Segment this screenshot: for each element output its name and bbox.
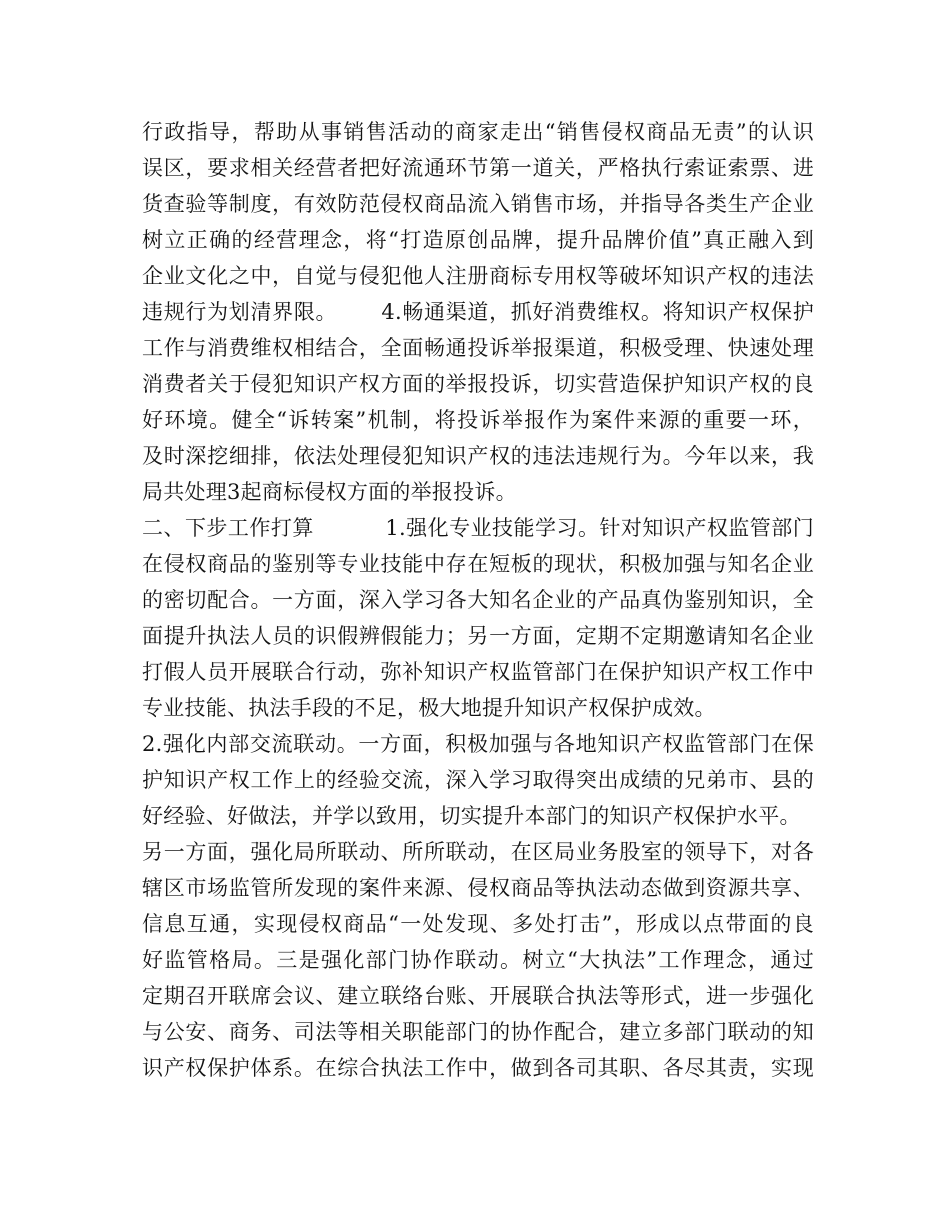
text-line: 树立正确的经营理念，将“打造原创品牌，提升品牌价值”真正融入到 xyxy=(142,228,814,252)
text-line: 面提升执法人员的识假辨假能力；另一方面，定期不定期邀请知名企业 xyxy=(142,624,814,648)
text-line: 误区，要求相关经营者把好流通环节第一道关，严格执行索证索票、进 xyxy=(142,156,814,180)
text-line: 2.强化内部交流联动。一方面，积极加强与各地知识产权监管部门在保 xyxy=(142,732,814,756)
text-line: 与公安、商务、司法等相关职能部门的协作配合，建立多部门联动的知 xyxy=(142,1020,814,1044)
text-line: 护知识产权工作上的经验交流，深入学习取得突出成绩的兄弟市、县的 xyxy=(142,768,814,792)
text-line: 货查验等制度，有效防范侵权商品流入销售市场，并指导各类生产企业 xyxy=(142,192,814,216)
text-line: 识产权保护体系。在综合执法工作中，做到各司其职、各尽其责，实现 xyxy=(142,1056,814,1080)
text-line: 好经验、好做法，并学以致用，切实提升本部门的知识产权保护水平。 xyxy=(142,804,801,828)
text-line: 局共处理3起商标侵权方面的举报投诉。 xyxy=(142,480,517,504)
text-line: 消费者关于侵犯知识产权方面的举报投诉，切实营造保护知识产权的良 xyxy=(142,372,814,396)
text-line: 好监管格局。三是强化部门协作联动。树立“大执法”工作理念，通过 xyxy=(142,948,814,972)
text-line: 另一方面，强化局所联动、所所联动，在区局业务股室的领导下，对各 xyxy=(142,840,814,864)
text-line: 信息互通，实现侵权商品“一处发现、多处打击”，形成以点带面的良 xyxy=(142,912,814,936)
text-line: 好环境。健全“诉转案”机制，将投诉举报作为案件来源的重要一环， xyxy=(142,408,814,432)
text-line: 在侵权商品的鉴别等专业技能中存在短板的现状，积极加强与知名企业 xyxy=(142,552,814,576)
text-line: 的密切配合。一方面，深入学习各大知名企业的产品真伪鉴别知识，全 xyxy=(142,588,814,612)
document-page xyxy=(142,114,814,1086)
text-line: 打假人员开展联合行动，弥补知识产权监管部门在保护知识产权工作中 xyxy=(142,660,814,684)
text-line: 专业技能、执法手段的不足，极大地提升知识产权保护成效。 xyxy=(142,696,716,720)
text-line: 行政指导，帮助从事销售活动的商家走出“销售侵权商品无责”的认识 xyxy=(142,120,814,144)
text-line: 定期召开联席会议、建立联络台账、开展联合执法等形式，进一步强化 xyxy=(142,984,814,1008)
text-line: 及时深挖细排，依法处理侵犯知识产权的违法违规行为。今年以来，我 xyxy=(142,444,814,468)
text-line: 违规行为划清界限。 4.畅通渠道，抓好消费维权。将知识产权保护 xyxy=(142,300,814,324)
text-line: 二、下步工作打算 1.强化专业技能学习。针对知识产权监管部门 xyxy=(142,516,814,540)
text-line: 工作与消费维权相结合，全面畅通投诉举报渠道，积极受理、快速处理 xyxy=(142,336,814,360)
text-line: 辖区市场监管所发现的案件来源、侵权商品等执法动态做到资源共享、 xyxy=(142,876,814,900)
text-line: 企业文化之中，自觉与侵犯他人注册商标专用权等破坏知识产权的违法 xyxy=(142,264,814,288)
